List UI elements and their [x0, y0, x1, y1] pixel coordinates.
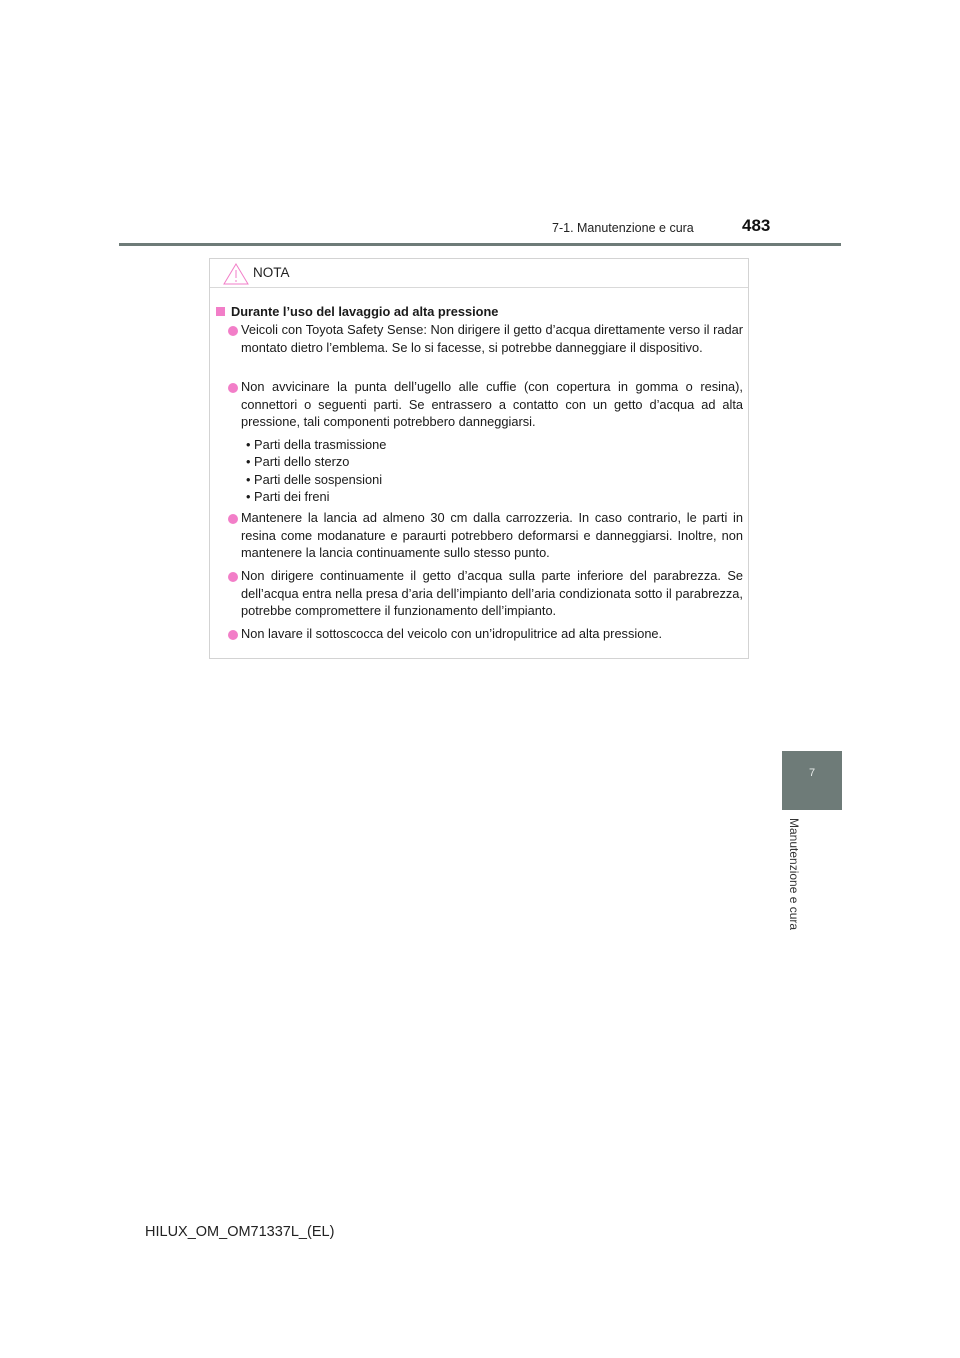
header-rule [119, 243, 841, 246]
paragraph-2: Non avvicinare la punta dell’ugello alle cuffie (con copertura in gomma o resina), connettori o seguenti parti. Se entrassero a contatto con un getto d’acqua ad alta pressione, tali componenti potrebbero danneggiarsi. [241, 379, 743, 429]
bullet-icon [228, 383, 238, 393]
chapter-number: 7 [808, 767, 816, 779]
sub-item: • Parti della trasmissione [246, 437, 387, 452]
bullet-icon [228, 630, 238, 640]
sub-item: • Parti dello sterzo [246, 454, 350, 469]
page-number: 483 [742, 216, 771, 235]
paragraph-5: Non lavare il sottoscocca del veicolo con un’idropulitrice ad alta pressione. [241, 626, 663, 641]
header-section-title: 7-1. Manutenzione e cura [552, 221, 694, 235]
paragraph-3: Mantenere la lancia ad almeno 30 cm dalla carrozzeria. In caso contrario, le parti in resina come modanature e paraurti potrebbero deformarsi e danneggiarsi. Inoltre, non mantenere la lancia continuamente sullo stesso punto. [241, 510, 743, 560]
note-title: NOTA [253, 265, 290, 280]
chapter-title-vertical: Manutenzione e cura [787, 818, 801, 931]
section-heading-text: Durante l’uso del lavaggio ad alta pressione [231, 304, 499, 319]
footer-doc-code: HILUX_OM_OM71337L_(EL) [145, 1224, 335, 1240]
bullet-icon [228, 572, 238, 582]
section-heading [216, 303, 498, 321]
paragraph-4: Non dirigere continuamente il getto d’acqua sulla parte inferiore del parabrezza. Se dell’acqua entra nella presa d’aria dell’impianto dell’aria condizionata sotto il parabrezza, potrebbe compromettere il funzionamento dell’impianto. [241, 568, 743, 618]
sub-item: • Parti delle sospensioni [246, 472, 383, 487]
warning-icon [223, 263, 249, 285]
chapter-tab [782, 751, 842, 810]
sub-item: • Parti dei freni [246, 489, 330, 504]
paragraph-1: Veicoli con Toyota Safety Sense: Non dirigere il getto d’acqua direttamente verso il radar montato dietro l’emblema. Se lo si facesse, si potrebbe danneggiare il dispositivo. [241, 322, 743, 355]
bullet-icon [228, 514, 238, 524]
square-bullet-icon [216, 307, 225, 316]
bullet-icon [228, 326, 238, 336]
note-box [209, 258, 749, 659]
note-header [210, 259, 748, 288]
